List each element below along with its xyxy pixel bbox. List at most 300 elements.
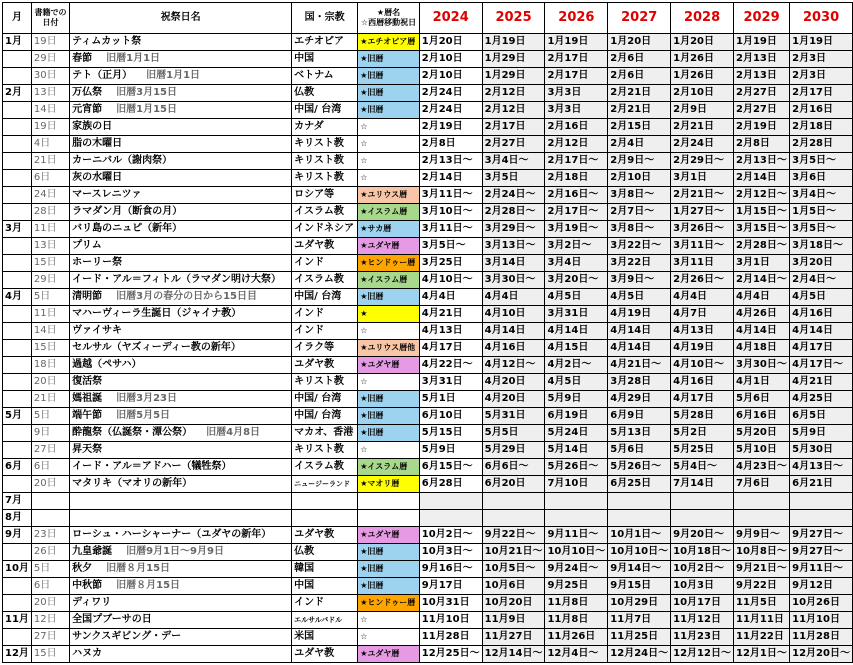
year-date-cell: 2月3日 <box>790 51 853 68</box>
calendar-type-cell: ★ <box>358 306 420 323</box>
lunar-date-note: 旧暦1月15日 <box>116 104 177 115</box>
table-row <box>3 306 853 323</box>
year-date-cell: 5月10日 <box>733 442 789 459</box>
date-cell: 15日 <box>31 646 69 663</box>
table-row <box>3 595 853 612</box>
year-date-cell: 3月1日 <box>671 170 734 187</box>
year-date-cell: 2月17日 <box>790 85 853 102</box>
year-date-cell: 3月25日 <box>419 255 482 272</box>
year-date-cell: 4月5日 <box>545 289 608 306</box>
table-row <box>3 408 853 425</box>
date-cell: 27日 <box>31 629 69 646</box>
date-cell: 5日 <box>31 408 69 425</box>
country-religion-cell <box>292 510 358 527</box>
month-cell <box>3 51 32 68</box>
calendar-type-cell: ☆ <box>358 374 420 391</box>
year-date-cell: 3月30日～ <box>482 272 545 289</box>
year-date-cell: 1月29日 <box>482 68 545 85</box>
year-date-cell: 2月12日 <box>482 85 545 102</box>
country-religion-cell: イスラム教 <box>292 459 358 476</box>
year-date-cell: 4月4日 <box>733 289 789 306</box>
table-row <box>3 391 853 408</box>
year-date-cell: 11月25日 <box>608 629 671 646</box>
date-cell: 13日 <box>31 85 69 102</box>
year-date-cell: 3月31日 <box>419 374 482 391</box>
year-date-cell: 4月21日 <box>419 306 482 323</box>
holiday-name-cell <box>70 68 292 85</box>
calendar-type-cell: ★ユリウス暦他 <box>358 340 420 357</box>
lunar-date-note: 旧暦８月15日 <box>106 563 171 574</box>
table-row <box>3 170 853 187</box>
year-date-cell: 2月10日 <box>419 51 482 68</box>
date-cell: 23日 <box>31 527 69 544</box>
year-date-cell: 10月6日 <box>482 578 545 595</box>
year-date-cell: 4月2日～ <box>545 357 608 374</box>
year-date-cell: 3月22日 <box>608 255 671 272</box>
year-date-cell: 6月16日 <box>733 408 789 425</box>
year-date-cell: 1月26日 <box>671 68 734 85</box>
year-date-cell: 2月8日 <box>733 136 789 153</box>
date-cell: 9日 <box>31 425 69 442</box>
header-year: 2030 <box>790 3 853 34</box>
calendar-type-cell: ★エチオピア暦 <box>358 34 420 51</box>
country-religion-cell: キリスト教 <box>292 136 358 153</box>
year-date-cell: 3月4日～ <box>790 187 853 204</box>
holiday-name-cell <box>70 646 292 663</box>
year-date-cell: 4月20日 <box>482 374 545 391</box>
month-cell <box>3 323 32 340</box>
month-cell <box>3 136 32 153</box>
year-date-cell: 2月18日 <box>790 119 853 136</box>
year-date-cell: 5月5日 <box>482 425 545 442</box>
date-cell: 20日 <box>31 476 69 493</box>
country-religion-cell: 中国/ 台湾 <box>292 408 358 425</box>
date-cell: 11日 <box>31 221 69 238</box>
year-date-cell: 4月21日 <box>790 374 853 391</box>
holiday-name-cell <box>70 255 292 272</box>
month-cell <box>3 255 32 272</box>
year-date-cell: 11月5日 <box>733 595 789 612</box>
country-religion-cell: ユダヤ教 <box>292 238 358 255</box>
year-date-cell: 2月4日 <box>608 136 671 153</box>
year-date-cell: 5月30日 <box>790 442 853 459</box>
year-date-cell <box>419 493 482 510</box>
year-date-cell: 3月20日～ <box>545 272 608 289</box>
year-date-cell: 7月14日 <box>671 476 734 493</box>
year-date-cell: 4月4日 <box>482 289 545 306</box>
year-date-cell <box>545 493 608 510</box>
year-date-cell: 5月6日 <box>733 391 789 408</box>
calendar-type-cell: ★旧暦 <box>358 408 420 425</box>
header-date <box>31 3 69 34</box>
country-religion-cell: キリスト教 <box>292 442 358 459</box>
month-cell <box>3 629 32 646</box>
year-date-cell: 4月5日 <box>545 374 608 391</box>
month-cell <box>3 272 32 289</box>
year-date-cell: 3月5日～ <box>790 221 853 238</box>
calendar-type-cell: ★マオリ暦 <box>358 476 420 493</box>
year-date-cell: 2月21日～ <box>671 187 734 204</box>
year-date-cell: 10月21日～ <box>482 544 545 561</box>
holiday-name: 清明節 <box>72 291 103 302</box>
year-date-cell: 6月28日 <box>419 476 482 493</box>
date-cell: 4日 <box>31 136 69 153</box>
year-date-cell: 3月22日～ <box>608 238 671 255</box>
country-religion-cell: 中国 <box>292 578 358 595</box>
year-date-cell: 5月9日 <box>419 442 482 459</box>
year-date-cell: 2月10日 <box>419 68 482 85</box>
month-cell: 10月 <box>3 561 32 578</box>
year-date-cell: 2月16日～ <box>545 187 608 204</box>
holiday-name: ティムカット祭 <box>72 36 142 47</box>
table-row <box>3 85 853 102</box>
year-date-cell: 9月22日 <box>733 578 789 595</box>
holiday-calendar-sheet <box>2 2 853 663</box>
year-date-cell: 2月16日 <box>545 119 608 136</box>
holiday-name-cell <box>70 510 292 527</box>
country-religion-cell: インド <box>292 595 358 612</box>
year-date-cell: 4月16日 <box>482 340 545 357</box>
year-date-cell: 2月13日 <box>733 51 789 68</box>
holiday-name-cell <box>70 187 292 204</box>
year-date-cell: 9月16日～ <box>419 561 482 578</box>
year-date-cell: 1月20日 <box>608 34 671 51</box>
year-date-cell: 3月5日 <box>482 170 545 187</box>
holiday-name-cell <box>70 612 292 629</box>
year-date-cell: 1月19日 <box>790 34 853 51</box>
year-date-cell: 2月24日 <box>671 136 734 153</box>
year-date-cell: 2月27日 <box>733 85 789 102</box>
year-date-cell: 4月14日 <box>482 323 545 340</box>
year-date-cell: 3月4日 <box>545 255 608 272</box>
year-date-cell: 3月1日 <box>733 255 789 272</box>
year-date-cell: 3月3日 <box>545 102 608 119</box>
month-cell <box>3 204 32 221</box>
year-date-cell: 2月10日 <box>671 85 734 102</box>
calendar-type-cell <box>358 493 420 510</box>
holiday-name-cell <box>70 544 292 561</box>
country-religion-cell: キリスト教 <box>292 374 358 391</box>
month-cell <box>3 306 32 323</box>
year-date-cell: 11月22日 <box>733 629 789 646</box>
table-row <box>3 187 853 204</box>
year-date-cell <box>545 510 608 527</box>
year-date-cell: 3月9日～ <box>608 272 671 289</box>
year-date-cell: 4月5日 <box>608 289 671 306</box>
month-cell: 4月 <box>3 289 32 306</box>
date-cell: 20日 <box>31 595 69 612</box>
country-religion-cell: ユダヤ教 <box>292 646 358 663</box>
year-date-cell: 3月30日～ <box>733 357 789 374</box>
holiday-name: セルサル（ヤズィーディー教の新年） <box>72 342 241 353</box>
year-date-cell: 7月10日 <box>545 476 608 493</box>
country-religion-cell: キリスト教 <box>292 153 358 170</box>
holiday-name-cell <box>70 629 292 646</box>
country-religion-cell: インド <box>292 255 358 272</box>
year-date-cell: 11月8日 <box>545 595 608 612</box>
table-row <box>3 238 853 255</box>
header-year: 2028 <box>671 3 734 34</box>
header-calendar-line1: ★暦名 <box>376 8 401 17</box>
date-cell <box>31 510 69 527</box>
holiday-name-cell <box>70 391 292 408</box>
country-religion-cell: ユダヤ教 <box>292 357 358 374</box>
year-date-cell: 10月10日～ <box>608 544 671 561</box>
month-cell: 7月 <box>3 493 32 510</box>
year-date-cell: 6月6日～ <box>482 459 545 476</box>
month-cell: 12月 <box>3 646 32 663</box>
year-date-cell: 2月27日 <box>733 102 789 119</box>
country-religion-cell: 韓国 <box>292 561 358 578</box>
country-religion-cell: イラク等 <box>292 340 358 357</box>
year-date-cell: 1月26日 <box>671 51 734 68</box>
year-date-cell: 11月7日 <box>608 612 671 629</box>
year-date-cell: 4月13日 <box>419 323 482 340</box>
holiday-name: ハヌカ <box>72 648 103 659</box>
table-row <box>3 34 853 51</box>
year-date-cell: 12月4日～ <box>545 646 608 663</box>
year-date-cell: 9月15日 <box>608 578 671 595</box>
year-date-cell: 1月15日～ <box>733 204 789 221</box>
calendar-type-cell: ★ユダヤ暦 <box>358 527 420 544</box>
date-cell: 6日 <box>31 459 69 476</box>
month-cell <box>3 544 32 561</box>
date-cell: 5日 <box>31 561 69 578</box>
year-date-cell: 2月28日～ <box>733 238 789 255</box>
year-date-cell: 2月24日 <box>419 85 482 102</box>
date-cell: 20日 <box>31 374 69 391</box>
year-date-cell: 5月6日 <box>608 442 671 459</box>
year-date-cell: 2月15日 <box>608 119 671 136</box>
country-religion-cell: 中国/ 台湾 <box>292 289 358 306</box>
year-date-cell: 3月8日～ <box>608 221 671 238</box>
calendar-type-cell: ★旧暦 <box>358 391 420 408</box>
year-date-cell: 4月25日 <box>790 391 853 408</box>
year-date-cell: 5月1日 <box>419 391 482 408</box>
calendar-type-cell: ★旧暦 <box>358 102 420 119</box>
year-date-cell: 11月28日 <box>790 629 853 646</box>
table-row <box>3 578 853 595</box>
year-date-cell: 3月26日～ <box>671 221 734 238</box>
month-cell: 8月 <box>3 510 32 527</box>
lunar-date-note: 旧暦3月15日 <box>116 87 177 98</box>
year-date-cell: 4月16日 <box>790 306 853 323</box>
year-date-cell: 2月10日 <box>608 170 671 187</box>
year-date-cell: 6月15日～ <box>419 459 482 476</box>
holiday-name: イード・アル＝アドハー（犠牲祭） <box>72 461 232 472</box>
year-date-cell: 2月3日 <box>790 68 853 85</box>
country-religion-cell: イスラム教 <box>292 204 358 221</box>
year-date-cell: 9月25日 <box>545 578 608 595</box>
country-religion-cell: 仏教 <box>292 85 358 102</box>
year-date-cell: 2月28日～ <box>482 204 545 221</box>
year-date-cell <box>733 493 789 510</box>
holiday-name: 過越（ペサハ） <box>72 359 142 370</box>
holiday-name-cell <box>70 136 292 153</box>
year-date-cell <box>671 510 734 527</box>
year-date-cell: 3月20日 <box>790 255 853 272</box>
year-date-cell <box>419 510 482 527</box>
year-date-cell: 9月9日～ <box>733 527 789 544</box>
year-date-cell: 4月1日 <box>733 374 789 391</box>
header-date-line2: 日付 <box>42 18 59 27</box>
month-cell <box>3 170 32 187</box>
table-row <box>3 612 853 629</box>
holiday-name: 昇天祭 <box>72 444 103 455</box>
lunar-date-note: 旧暦1月1日 <box>146 70 201 81</box>
table-row <box>3 459 853 476</box>
month-cell: 2月 <box>3 85 32 102</box>
month-cell: 11月 <box>3 612 32 629</box>
calendar-type-cell: ☆ <box>358 629 420 646</box>
date-cell: 15日 <box>31 340 69 357</box>
year-date-cell: 2月17日～ <box>545 204 608 221</box>
table-row <box>3 289 853 306</box>
date-cell: 14日 <box>31 102 69 119</box>
year-date-cell: 2月17日～ <box>545 153 608 170</box>
year-date-cell: 2月8日 <box>419 136 482 153</box>
year-date-cell: 10月17日 <box>671 595 734 612</box>
calendar-type-cell: ★旧暦 <box>358 544 420 561</box>
calendar-type-cell: ☆ <box>358 136 420 153</box>
year-date-cell: 5月2日 <box>671 425 734 442</box>
year-date-cell: 12月24日～ <box>608 646 671 663</box>
calendar-type-cell: ★旧暦 <box>358 289 420 306</box>
holiday-name-cell <box>70 51 292 68</box>
holiday-name-cell <box>70 204 292 221</box>
year-date-cell: 3月13日～ <box>482 238 545 255</box>
header-year: 2026 <box>545 3 608 34</box>
table-row <box>3 629 853 646</box>
year-date-cell: 4月10日～ <box>671 357 734 374</box>
holiday-name: ホーリー祭 <box>72 257 123 268</box>
header-date-line1: 書籍での <box>34 8 67 17</box>
month-cell <box>3 425 32 442</box>
year-date-cell: 4月14日 <box>545 323 608 340</box>
year-date-cell: 1月27日～ <box>671 204 734 221</box>
year-date-cell: 11月28日 <box>419 629 482 646</box>
year-date-cell: 2月18日 <box>545 170 608 187</box>
calendar-type-cell: ☆ <box>358 323 420 340</box>
year-date-cell: 2月13日 <box>733 68 789 85</box>
year-date-cell: 9月24日～ <box>545 561 608 578</box>
month-cell <box>3 119 32 136</box>
year-date-cell: 6月5日 <box>790 408 853 425</box>
date-cell: 5日 <box>31 289 69 306</box>
month-cell <box>3 102 32 119</box>
holiday-name: 酔龍祭（仏誕祭・潭公祭） <box>72 427 193 438</box>
year-date-cell: 3月28日 <box>608 374 671 391</box>
year-date-cell: 11月10日 <box>419 612 482 629</box>
table-row <box>3 204 853 221</box>
lunar-date-note: 旧暦1月1日 <box>106 53 161 64</box>
header-year: 2027 <box>608 3 671 34</box>
year-date-cell: 9月27日～ <box>790 527 853 544</box>
holiday-name: ディワリ <box>72 597 112 608</box>
year-date-cell: 4月22日～ <box>419 357 482 374</box>
holiday-name-cell <box>70 119 292 136</box>
year-date-cell: 3月11日～ <box>419 187 482 204</box>
table-row <box>3 119 853 136</box>
calendar-type-cell: ★旧暦 <box>358 51 420 68</box>
country-religion-cell: 中国 <box>292 51 358 68</box>
month-cell <box>3 391 32 408</box>
country-religion-cell: ベトナム <box>292 68 358 85</box>
year-date-cell: 2月26日～ <box>671 272 734 289</box>
year-date-cell: 2月19日 <box>733 119 789 136</box>
year-date-cell: 5月4日～ <box>671 459 734 476</box>
year-date-cell: 2月9日 <box>671 102 734 119</box>
year-date-cell: 1月19日 <box>482 34 545 51</box>
year-date-cell: 5月13日 <box>608 425 671 442</box>
year-date-cell: 5月24日 <box>545 425 608 442</box>
year-date-cell: 12月1日～ <box>733 646 789 663</box>
calendar-type-cell: ★イスラム暦 <box>358 459 420 476</box>
header-calendar-line2: ☆西暦移動祝日 <box>360 18 417 27</box>
year-date-cell: 4月23日～ <box>733 459 789 476</box>
holiday-name: 万仏祭 <box>72 87 103 98</box>
country-religion-cell: ニュージーランド <box>292 476 358 493</box>
year-date-cell: 12月14日～ <box>482 646 545 663</box>
year-date-cell: 3月11日～ <box>419 221 482 238</box>
year-date-cell: 3月3日 <box>545 85 608 102</box>
month-cell <box>3 578 32 595</box>
year-date-cell: 6月9日 <box>608 408 671 425</box>
date-cell: 26日 <box>31 544 69 561</box>
holiday-name: 全国プブーサの日 <box>72 614 152 625</box>
year-date-cell <box>608 510 671 527</box>
year-date-cell: 11月9日 <box>482 612 545 629</box>
year-date-cell: 2月21日 <box>671 119 734 136</box>
country-religion-cell: エチオピア <box>292 34 358 51</box>
year-date-cell: 4月14日 <box>733 323 789 340</box>
year-date-cell: 3月2日～ <box>545 238 608 255</box>
year-date-cell: 1月5日～ <box>790 204 853 221</box>
table-row <box>3 51 853 68</box>
month-cell: 3月 <box>3 221 32 238</box>
country-religion-cell: キリスト教 <box>292 170 358 187</box>
calendar-type-cell: ★イスラム暦 <box>358 204 420 221</box>
year-date-cell: 3月31日 <box>545 306 608 323</box>
holiday-name: 媽祖誕 <box>72 393 103 404</box>
holiday-name: ヴァイサキ <box>72 325 123 336</box>
calendar-type-cell: ★旧暦 <box>358 561 420 578</box>
calendar-type-cell: ★イスラム暦 <box>358 272 420 289</box>
year-date-cell: 4月13日～ <box>790 459 853 476</box>
year-date-cell: 3月18日～ <box>790 238 853 255</box>
date-cell: 12日 <box>31 612 69 629</box>
year-date-cell: 4月20日 <box>482 391 545 408</box>
year-date-cell: 5月20日 <box>733 425 789 442</box>
holiday-name: テト（正月） <box>72 70 133 81</box>
year-date-cell <box>790 510 853 527</box>
holiday-name-cell <box>70 153 292 170</box>
holiday-table <box>2 2 853 663</box>
country-religion-cell: 中国/ 台湾 <box>292 102 358 119</box>
year-date-cell: 4月19日 <box>608 306 671 323</box>
date-cell: 15日 <box>31 255 69 272</box>
calendar-type-cell: ☆ <box>358 170 420 187</box>
year-date-cell: 5月25日 <box>671 442 734 459</box>
year-date-cell: 2月4日～ <box>790 272 853 289</box>
year-date-cell: 9月11日～ <box>790 561 853 578</box>
year-date-cell: 5月29日 <box>482 442 545 459</box>
holiday-name-cell <box>70 459 292 476</box>
country-religion-cell: エルサルバドル <box>292 612 358 629</box>
table-row <box>3 340 853 357</box>
holiday-name: 中秋節 <box>72 580 103 591</box>
table-row <box>3 221 853 238</box>
